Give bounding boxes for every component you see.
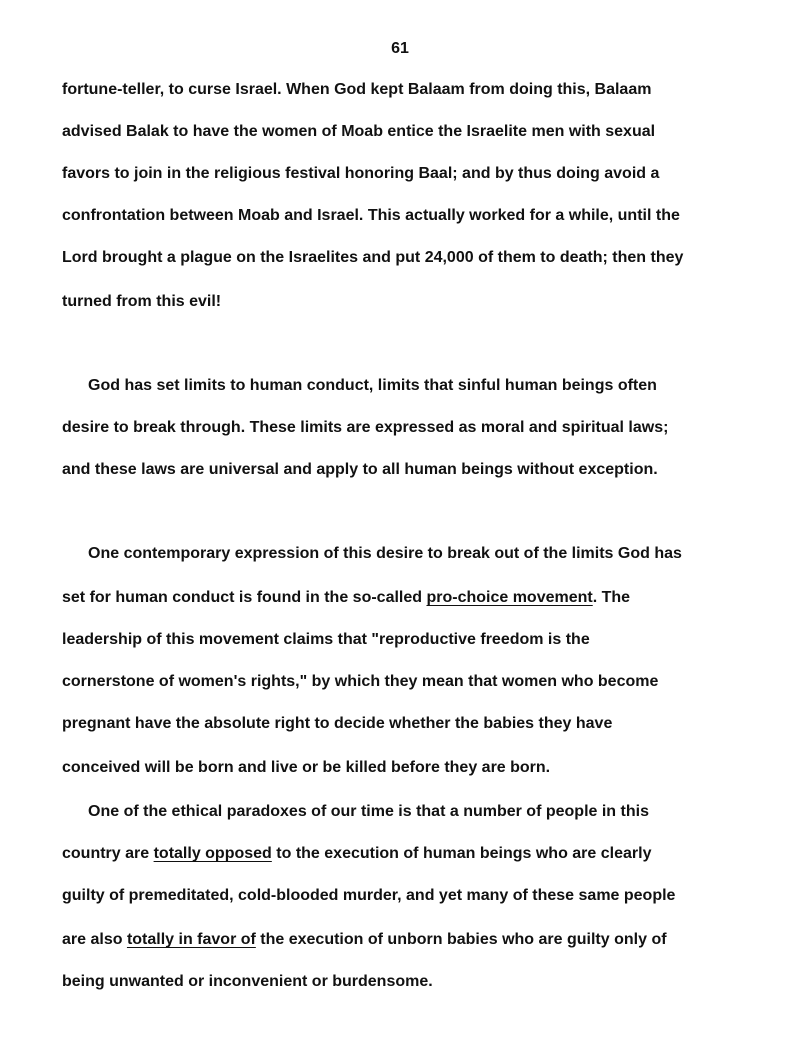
text-line <box>62 758 550 778</box>
text-line <box>62 164 659 184</box>
text-line <box>88 376 657 396</box>
text-line <box>62 248 683 268</box>
text-segment: and these laws are universal and apply to all human beings without exception. <box>62 461 658 478</box>
text-segment: set for human conduct is found in the so-called <box>62 589 427 606</box>
text-segment: guilty of premeditated, cold-blooded murder, and yet many of these same people <box>62 887 676 904</box>
text-segment: to the execution of human beings who are clearly <box>271 845 652 862</box>
text-line <box>62 714 612 734</box>
text-segment: advised Balak to have the women of Moab entice the Israelite men with sexual <box>62 123 656 140</box>
page-number: 61 <box>391 40 409 57</box>
text-segment: desire to break through. These limits are expressed as moral and spiritual laws; <box>62 419 669 436</box>
text-line <box>62 886 675 906</box>
text-line <box>88 544 682 564</box>
text-line <box>62 930 667 950</box>
text-segment: are also <box>62 931 127 948</box>
text-line <box>62 122 655 142</box>
underlined-phrase: totally in favor of <box>126 931 256 948</box>
text-segment: pregnant have the absolute right to decide whether the babies they have <box>62 715 613 732</box>
text-line <box>62 80 651 100</box>
text-segment: favors to join in the religious festival honoring Baal; and by thus doing avoid a <box>62 165 660 182</box>
text-line <box>62 206 680 226</box>
text-segment: country are <box>62 845 154 862</box>
text-line <box>62 292 221 312</box>
text-line <box>62 460 658 480</box>
text-segment: . The <box>592 589 631 606</box>
text-segment: conceived will be born and live or be killed before they are born. <box>62 759 551 776</box>
text-segment: being unwanted or inconvenient or burdensome. <box>62 973 433 990</box>
underlined-phrase: pro-choice movement <box>426 589 593 606</box>
text-segment: fortune-teller, to curse Israel. When God kept Balaam from doing this, Balaam <box>62 81 652 98</box>
text-segment: cornerstone of women's rights," by which they mean that women who become <box>62 673 659 690</box>
text-line <box>62 630 590 650</box>
text-line <box>62 972 433 992</box>
underlined-phrase: totally opposed <box>153 845 272 862</box>
text-segment: the execution of unborn babies who are guilty only of <box>255 931 667 948</box>
text-line <box>62 672 658 692</box>
text-line <box>62 418 668 438</box>
text-line <box>88 802 649 822</box>
text-line <box>62 588 630 608</box>
text-segment: confrontation between Moab and Israel. This actually worked for a while, until the <box>62 207 680 224</box>
text-segment: leadership of this movement claims that "reproductive freedom is the <box>62 631 590 648</box>
text-line <box>62 844 651 864</box>
text-segment: God has set limits to human conduct, limits that sinful human beings often <box>88 377 657 394</box>
text-segment: Lord brought a plague on the Israelites and put 24,000 of them to death; then they <box>62 249 684 266</box>
text-segment: turned from this evil! <box>62 293 222 310</box>
text-segment: One of the ethical paradoxes of our time is that a number of people in this <box>88 803 649 820</box>
text-segment: One contemporary expression of this desire to break out of the limits God has <box>88 545 682 562</box>
